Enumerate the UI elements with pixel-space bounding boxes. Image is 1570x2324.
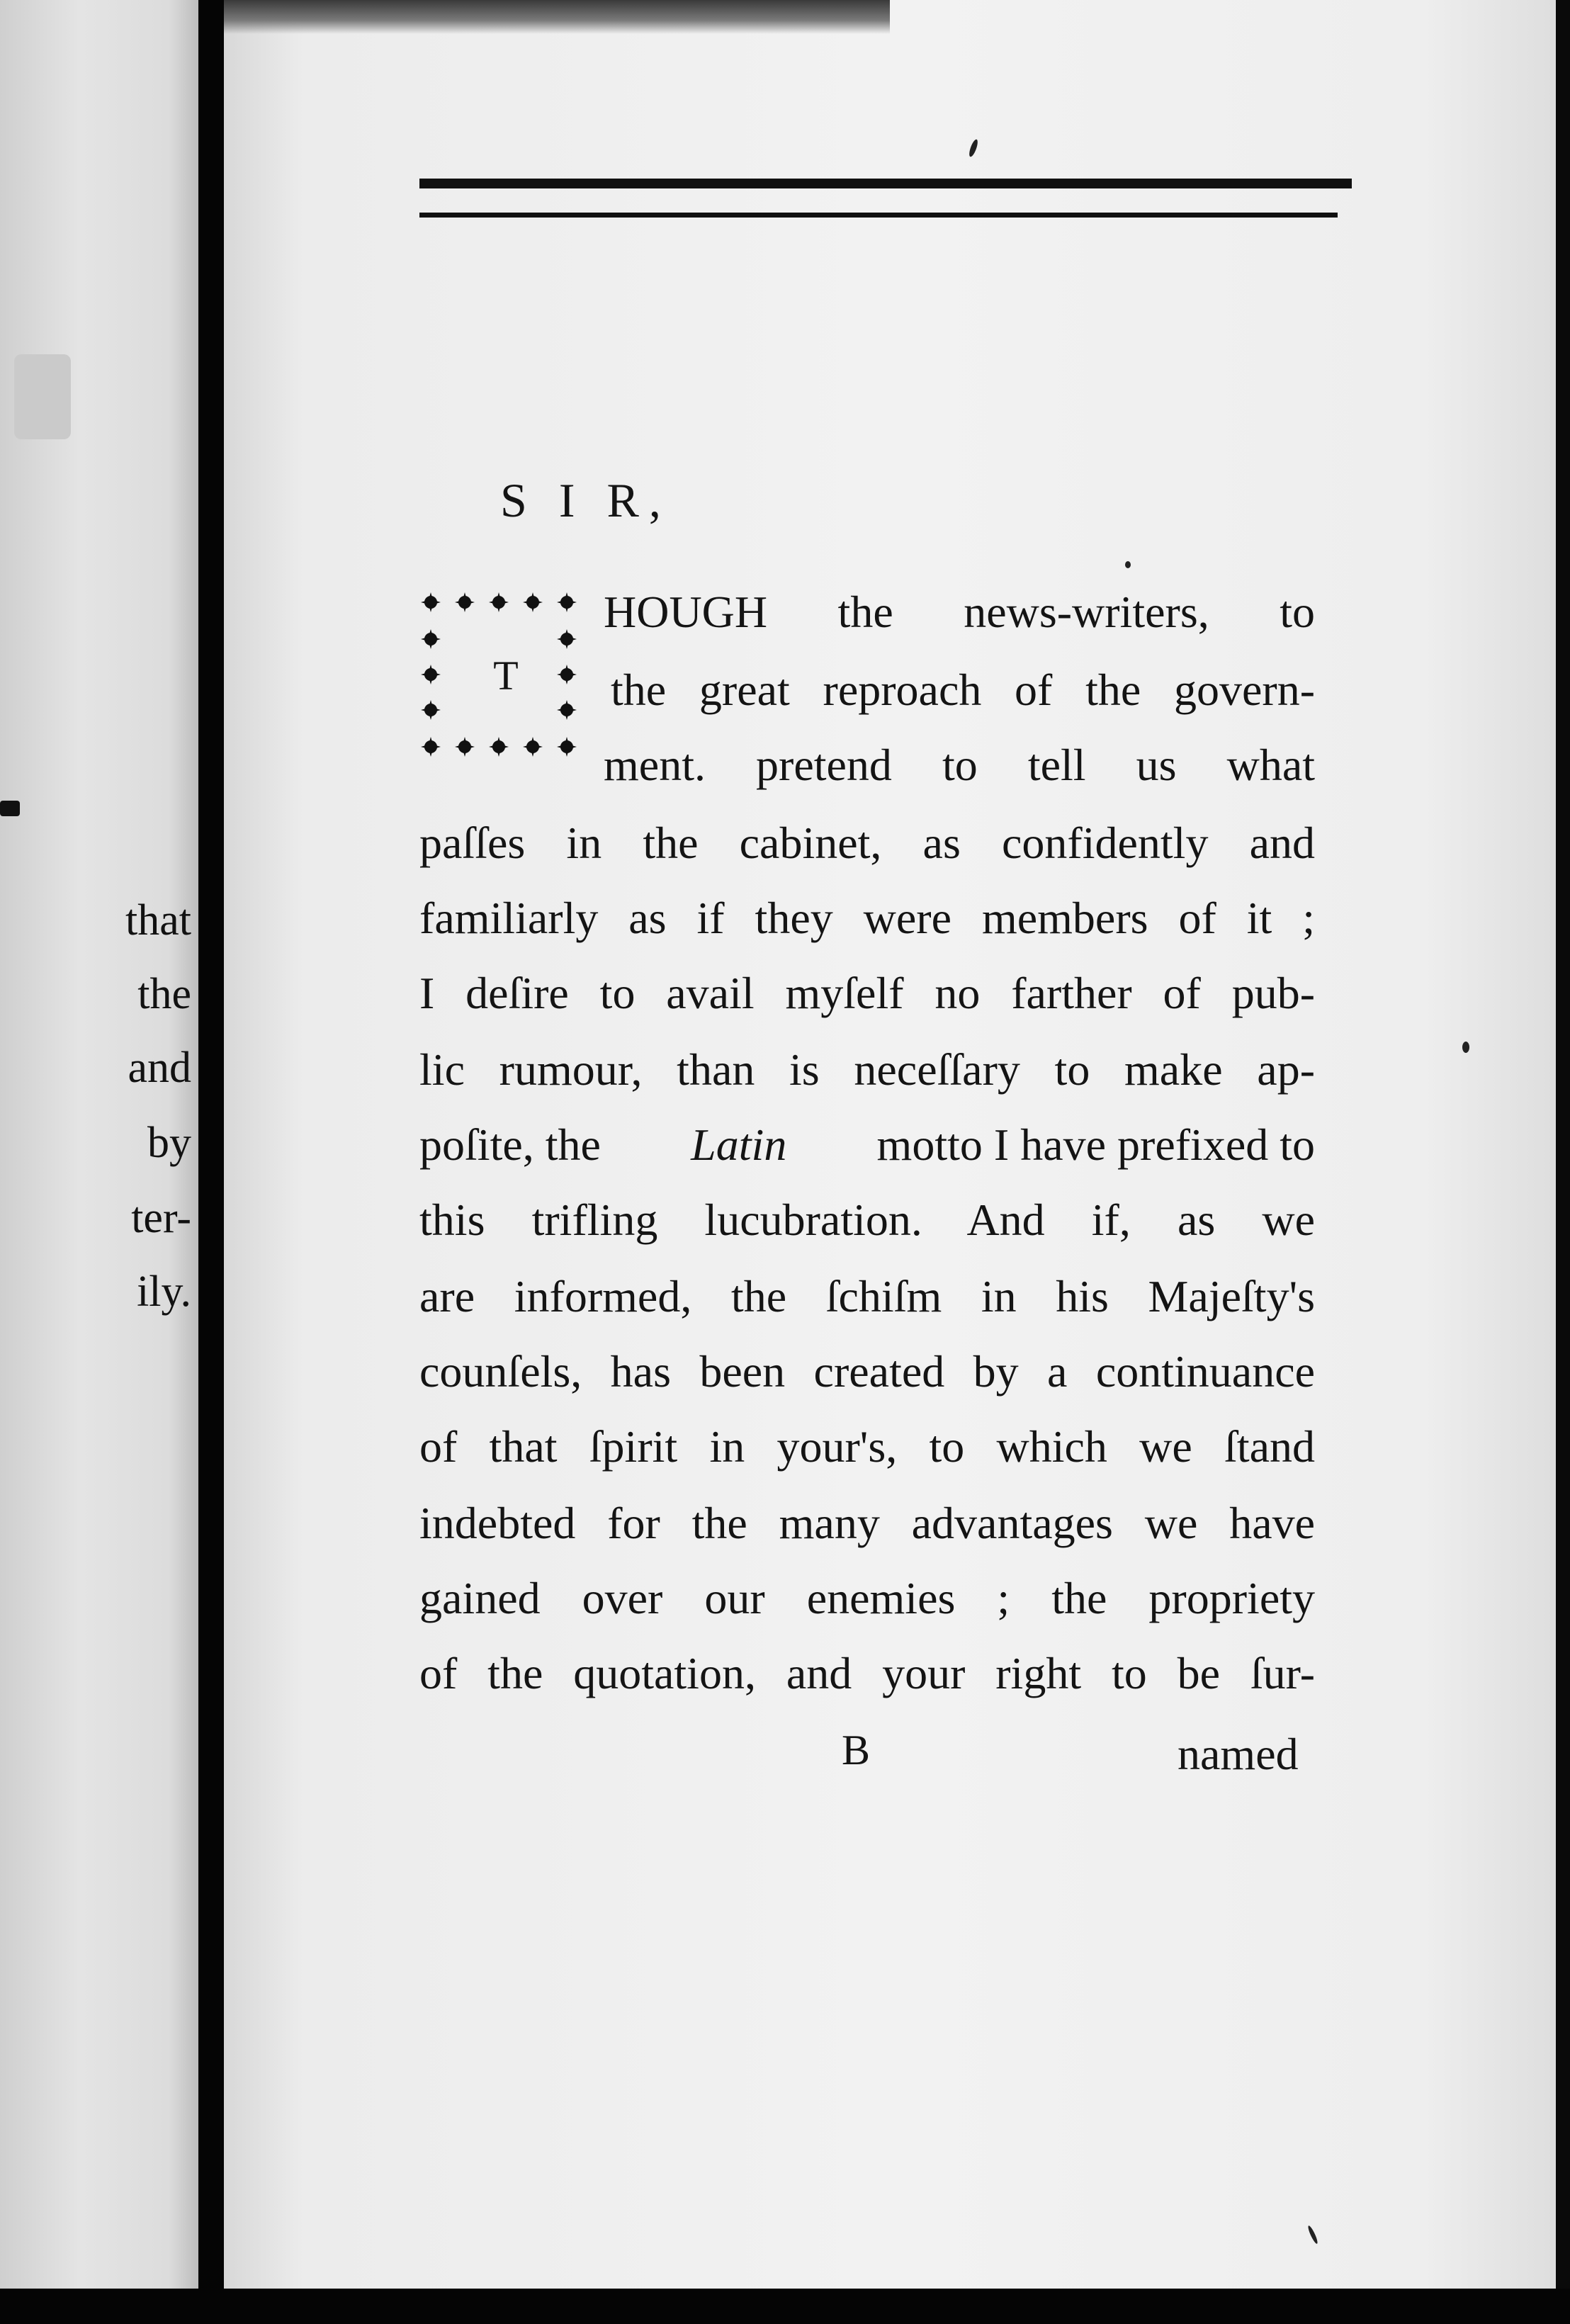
text-line: HOUGH the news-writers, to <box>604 587 1315 637</box>
left-page-word: the <box>137 970 191 1018</box>
left-page-word: ter- <box>131 1194 191 1242</box>
text-line: ment. pretend to tell us what <box>604 740 1315 790</box>
text-line: paſſes in the cabinet, as confidently and <box>419 818 1315 868</box>
text-line: gained over our enemies ; the propriety <box>419 1573 1315 1623</box>
header-rule-thin <box>419 213 1338 218</box>
salutation: S I R, <box>500 473 671 527</box>
ink-speck <box>1125 561 1131 568</box>
decorated-initial <box>418 585 594 765</box>
text-line: this trifling lucubration. And if, as we <box>419 1195 1315 1245</box>
right-edge <box>1556 0 1570 2324</box>
left-page-word: that <box>125 896 191 944</box>
text-line: are informed, the ſchiſm in his Majeſty's <box>419 1271 1315 1321</box>
text-line: the great reproach of the govern- <box>611 665 1315 715</box>
left-page-word: by <box>147 1119 191 1167</box>
italic-word: Latin <box>691 1119 787 1170</box>
text-line: counſels, has been created by a continuance <box>419 1346 1315 1397</box>
initial-letter: T <box>493 652 519 699</box>
left-page-mark <box>0 801 20 816</box>
text-line-with-italic <box>419 1119 1315 1170</box>
text-segment: motto I have prefixed to <box>876 1119 1315 1170</box>
page-gutter <box>198 0 224 2324</box>
text-line: of the quotation, and your right to be ſur- <box>419 1648 1315 1698</box>
text-line: familiarly as if they were members of it ; <box>419 893 1315 943</box>
text-line: I deſire to avail myſelf no farther of pub- <box>419 968 1315 1018</box>
top-shadow <box>224 0 890 34</box>
bottom-edge <box>0 2289 1570 2324</box>
text-segment: poſite, the <box>419 1119 601 1170</box>
catchword: named <box>1178 1729 1299 1779</box>
signature-mark: B <box>842 1727 871 1773</box>
left-ghost-mark <box>14 354 71 439</box>
text-line: lic rumour, than is neceſſary to make ap- <box>419 1044 1315 1095</box>
left-facing-page <box>0 0 198 2289</box>
ink-speck <box>1462 1042 1469 1053</box>
text-line: indebted for the many advantages we have <box>419 1498 1315 1548</box>
left-page-word: ily. <box>137 1268 191 1316</box>
left-page-word: and <box>128 1044 191 1092</box>
header-rule-thick <box>419 179 1352 188</box>
text-line: of that ſpirit in your's, to which we ſtand <box>419 1421 1315 1472</box>
